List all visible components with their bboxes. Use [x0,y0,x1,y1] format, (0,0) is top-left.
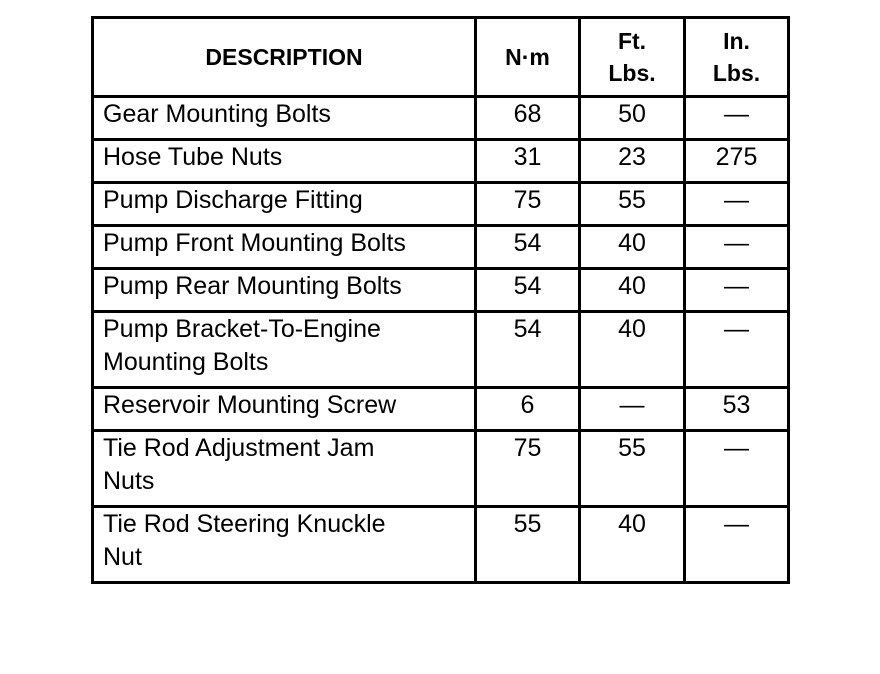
row-ft-lbs: 50 [580,97,685,140]
header-in-line1: In. [723,28,750,54]
row-description [93,507,476,583]
table-row [93,507,789,583]
row-description-line1: Hose Tube Nuts [103,143,283,171]
row-description [93,269,476,312]
torque-spec-table [91,16,790,584]
row-nm: 54 [476,226,580,269]
table-row [93,97,789,140]
table-row [93,431,789,507]
row-description-line1: Reservoir Mounting Screw [103,391,397,419]
table-row [93,312,789,388]
header-ft-lbs [580,18,685,97]
row-description [93,431,476,507]
row-description-line2: Nuts [103,467,155,495]
row-ft-lbs: 23 [580,140,685,183]
header-description-label: DESCRIPTION [205,44,363,70]
header-in-line2: Lbs. [712,60,761,86]
row-in-lbs: — [685,97,789,140]
table-row [93,140,789,183]
row-description [93,183,476,226]
table-row [93,226,789,269]
row-description-line2: Nut [103,543,142,571]
row-ft-lbs: 55 [580,183,685,226]
row-in-lbs: — [685,431,789,507]
row-nm: 75 [476,431,580,507]
header-row [93,18,789,97]
row-description [93,97,476,140]
table-row [93,388,789,431]
header-ft-line1: Ft. [617,28,647,54]
row-nm: 75 [476,183,580,226]
table-row [93,183,789,226]
row-nm: 68 [476,97,580,140]
row-in-lbs: — [685,183,789,226]
row-description [93,388,476,431]
row-in-lbs: — [685,226,789,269]
row-description [93,140,476,183]
header-description [93,18,476,97]
row-ft-lbs: 55 [580,431,685,507]
row-nm: 6 [476,388,580,431]
row-ft-lbs: — [580,388,685,431]
row-description-line1: Gear Mounting Bolts [103,100,331,128]
row-in-lbs: 275 [685,140,789,183]
header-nm [476,18,580,97]
row-in-lbs: 53 [685,388,789,431]
header-nm-label: N·m [505,44,550,70]
row-description-line1: Tie Rod Steering Knuckle [103,510,386,538]
header-in-lbs [685,18,789,97]
row-in-lbs: — [685,312,789,388]
row-in-lbs: — [685,507,789,583]
row-nm: 54 [476,269,580,312]
row-nm: 54 [476,312,580,388]
row-ft-lbs: 40 [580,226,685,269]
row-ft-lbs: 40 [580,507,685,583]
row-nm: 55 [476,507,580,583]
row-description [93,226,476,269]
row-description [93,312,476,388]
row-description-line1: Pump Bracket-To-Engine [103,315,381,343]
row-ft-lbs: 40 [580,269,685,312]
table-row [93,269,789,312]
row-in-lbs: — [685,269,789,312]
row-description-line1: Pump Front Mounting Bolts [103,229,406,257]
row-ft-lbs: 40 [580,312,685,388]
row-description-line2: Mounting Bolts [103,348,269,376]
row-description-line1: Tie Rod Adjustment Jam [103,434,375,462]
row-nm: 31 [476,140,580,183]
row-description-line1: Pump Rear Mounting Bolts [103,272,402,300]
row-description-line1: Pump Discharge Fitting [103,186,363,214]
header-ft-line2: Lbs. [608,60,656,86]
